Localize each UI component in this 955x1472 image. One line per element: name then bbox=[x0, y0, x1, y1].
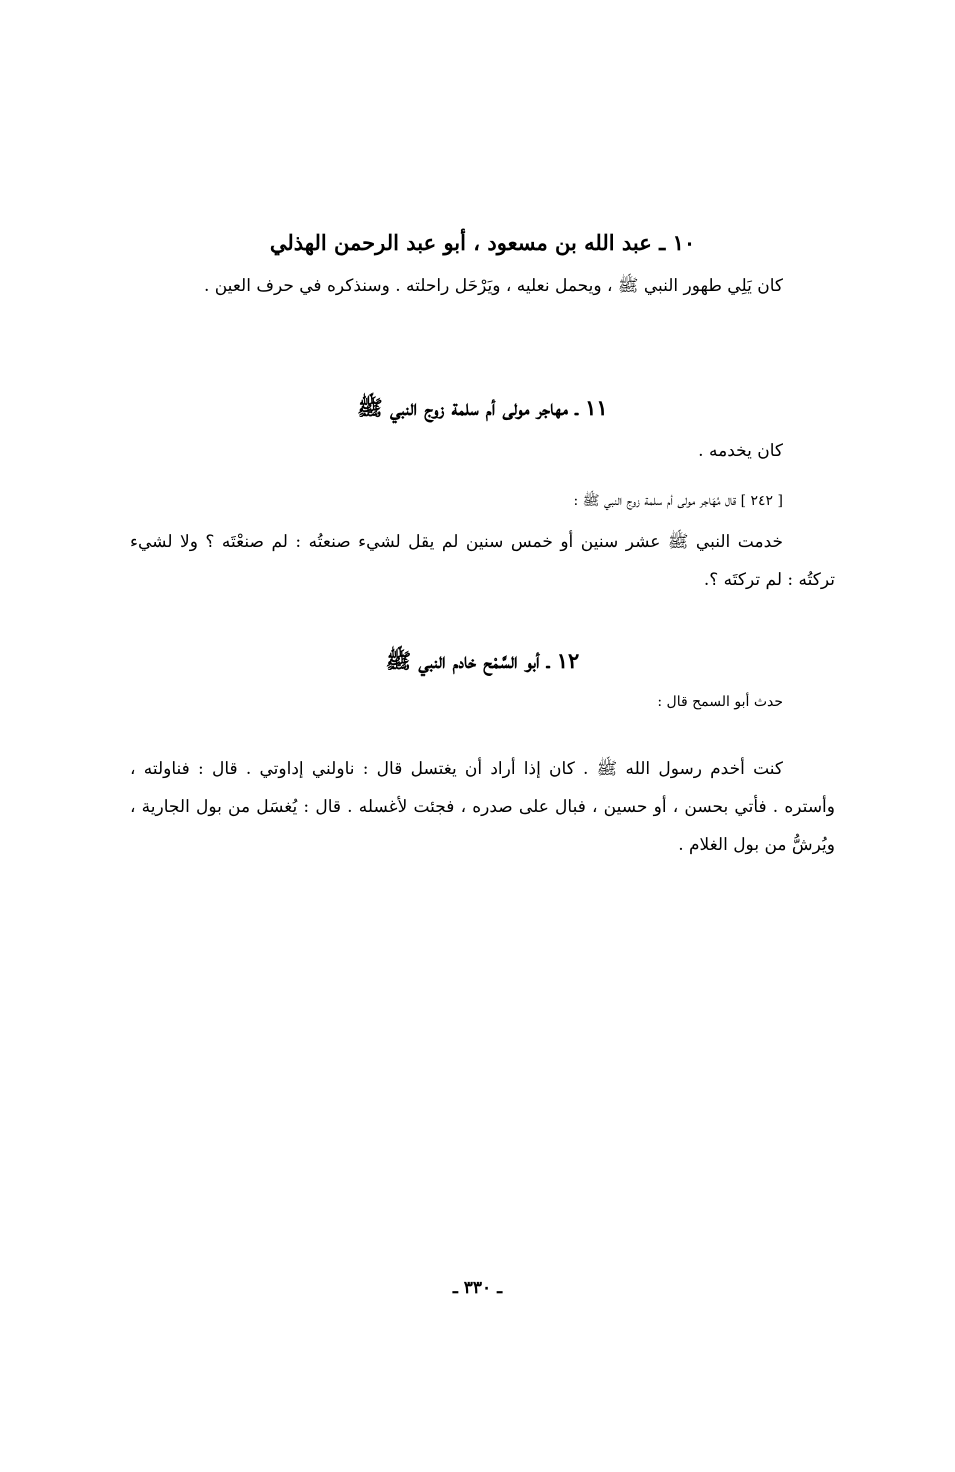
section-11-intro: كان يخدمه . bbox=[698, 441, 783, 461]
section-10-body: كان يَلِي طهور النبي ﷺ ، ويحمل نعليه ، ويَرْحَل راحلته . وسنذكره في حرف العين . bbox=[203, 276, 783, 296]
section-11-heading: ١١ ـ مهاجر مولى أم سلمة زوج النبي ﷺ bbox=[357, 395, 608, 420]
section-11-hadith: خدمت النبي ﷺ عشر سنين أو خمس سنين لم يقل لشيء صنعتُه : لم صنعْتَه ؟ ولا لشيء تركتُه : لم تركتَه ؟. bbox=[130, 532, 835, 590]
section-10-heading: ١٠ ـ عبد الله بن مسعود ، أبو عبد الرحمن الهذلي bbox=[269, 230, 696, 255]
section-12-isnad: حدث أبو السمح قال : bbox=[657, 694, 783, 710]
page-number: ـ ٣٣٠ ـ bbox=[452, 1278, 503, 1298]
section-12-heading: ١٢ ـ أبو السَّمْح خادم النبي ﷺ bbox=[385, 648, 580, 673]
section-11-isnad: [ ٢٤٢ ] قال مُهَاجر مولى أم سلمة زوج النبي ﷺ : bbox=[573, 493, 783, 509]
section-12-hadith: كنت أخدم رسول الله ﷺ . كان إذا أراد أن يغتسل قال : ناولني إداوتي . قال : فناولته ، وأستره . فأتي بحسن ، أو حسين ، فبال على صدره ، فجئت لأغسله . قال : يُغسَل من بول الجارية ، ويُرشُّ من بول الغلام . bbox=[130, 759, 835, 855]
